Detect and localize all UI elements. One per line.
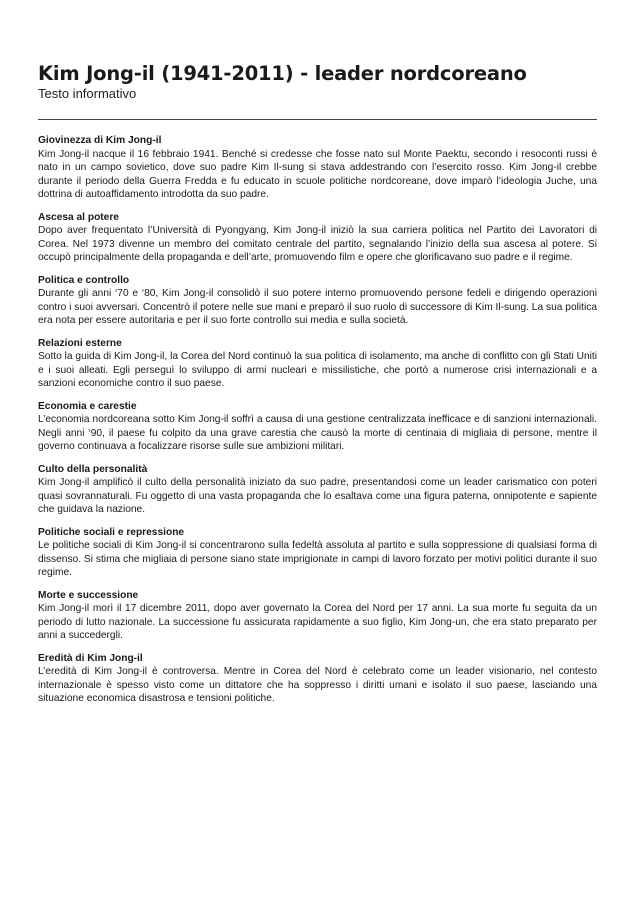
document-subtitle: Testo informativo (38, 86, 137, 101)
section-ascesa (38, 211, 597, 265)
section-body: Kim Jong-il nacque il 16 febbraio 1941. Benché si credesse che fosse nato sul Monte Paektu, secondo i resoconti russi è nato in un campo sovietico, dove suo padre Kim Il-sung si stava addestrando con l’esercito rosso. Kim Jong-il crebbe durante il periodo della Guerra Fredda e fu educato in scuole politiche nordcoreane, dove imparò l’ideologia Juche, una dottrina di autoaffidamento introdotta da suo padre. (38, 148, 597, 200)
section-body: L’eredità di Kim Jong-il è controversa. Mentre in Corea del Nord è celebrato come un leader visionario, nel contesto internazionale è spesso visto come un dittatore che ha soppresso i diritti umani e isolato il suo paese, lasciando una situazione economica disastrosa e tensioni politiche. (38, 666, 597, 704)
section-body: Durante gli anni ‘70 e ‘80, Kim Jong-il consolidò il suo potere interno promuovendo persone fedeli e dirigendo operazioni contro i suoi avversari. Concentrò il potere nelle sue mani e preparò il suo ruolo di successore di Kim Il-sung. La sua politica era nota per essere autoritaria e per il suo forte controllo sui media e sulla società. (38, 288, 597, 326)
section-body: Le politiche sociali di Kim Jong-il si concentrarono sulla fedeltà assoluta al partito e sulla soppressione di qualsiasi forma di dissenso. Si stima che migliaia di persone siano state imprigionate in campi di lavoro forzato per motivi politici durante il suo regime. (38, 540, 597, 578)
section-body: Kim Jong-il morì il 17 dicembre 2011, dopo aver governato la Corea del Nord per 17 anni. La sua morte fu seguita da un periodo di lutto nazionale. La successione fu assicurata rapidamente a suo figlio, Kim Jong-un, che era stato preparato per anni a succedergli. (38, 603, 597, 641)
section-heading: Morte e successione (38, 589, 139, 601)
section-body: Sotto la guida di Kim Jong-il, la Corea del Nord continuò la sua politica di isolamento, ma anche di conflitto con gli Stati Uniti e i suoi alleati. Egli perseguì lo sviluppo di armi nucleari e missilistiche, che portò a numerose crisi internazionali e a sanzioni economiche contro il suo paese. (38, 351, 597, 389)
section-heading: Culto della personalità (38, 463, 148, 475)
section-body: Dopo aver frequentato l’Università di Pyongyang, Kim Jong-il iniziò la sua carriera politica nel Partito dei Lavoratori di Corea. Nel 1973 divenne un membro del comitato centrale del partito, segnalando l’inizio della sua ascesa al potere. Si occupò principalmente della propaganda e dell’arte, promuovendo film e opere che glorificavano suo padre e il regime. (38, 225, 597, 263)
section-body: Kim Jong-il amplificò il culto della personalità iniziato da suo padre, presentandosi come un leader carismatico con poteri quasi sovrannaturali. Fu oggetto di una vasta propaganda che lo esaltava come una figura paterna, onnipotente e sapiente che guidava la nazione. (38, 477, 597, 515)
section-heading: Eredità di Kim Jong-il (38, 652, 143, 664)
section-eredita (38, 652, 597, 706)
section-politiche-sociali (38, 526, 597, 580)
section-morte (38, 589, 597, 643)
sections-container (38, 134, 597, 706)
section-heading: Economia e carestie (38, 400, 137, 412)
section-giovinezza (38, 134, 597, 202)
section-body: L’economia nordcoreana sotto Kim Jong-il soffrì a causa di una gestione centralizzata inefficace e di sanzioni internazionali. Negli anni ‘90, il paese fu colpito da una grave carestia che causò la morte di centinaia di migliaia di persone, mentre il governo continuava a focalizzare risorse sulle sue ambizioni militari. (38, 414, 597, 452)
section-culto (38, 463, 597, 517)
document-title: Kim Jong-il (1941-2011) - leader nordcoreano (38, 62, 527, 85)
section-economia (38, 400, 597, 454)
section-heading: Relazioni esterne (38, 337, 122, 349)
document-page (38, 62, 597, 715)
section-relazioni (38, 337, 597, 391)
section-heading: Ascesa al potere (38, 211, 119, 223)
section-politica (38, 274, 597, 328)
section-heading: Politica e controllo (38, 274, 130, 286)
section-heading: Giovinezza di Kim Jong-il (38, 135, 162, 146)
header-divider (38, 119, 597, 120)
section-heading: Politiche sociali e repressione (38, 526, 185, 538)
